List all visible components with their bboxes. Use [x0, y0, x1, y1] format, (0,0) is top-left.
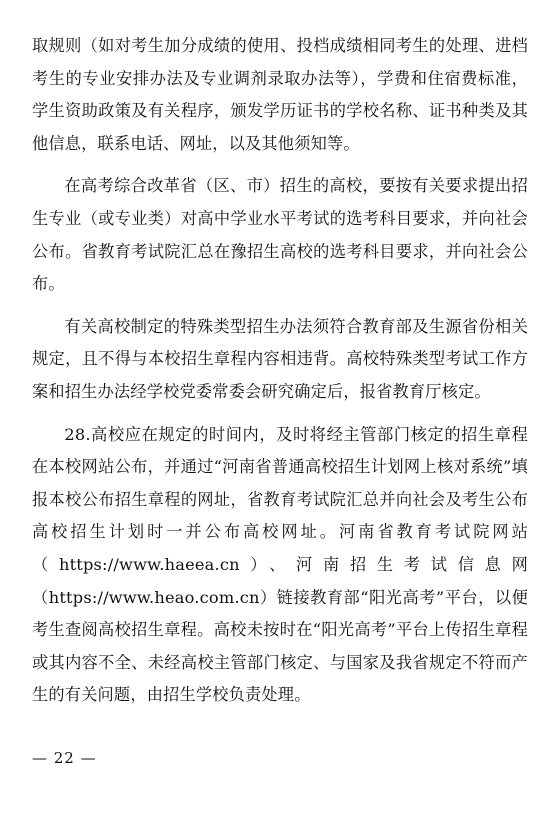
document-page: [32, 30, 528, 712]
paragraph-enrollment-rules-continuation: 取规则（如对考生加分成绩的使用、投档成绩相同考生的处理、进档考生的专业安排办法及专业调剂录取办法等），学费和住宿费标准，学生资助政策及有关程序，颁发学历证书的学校名称、证书种类及其他信息，联系电话、网址，以及其他须知等。: [32, 36, 528, 153]
paragraph-elective-subject-requirements: 在高考综合改革省（区、市）招生的高校，要按有关要求提出招生专业（或专业类）对高中学业水平考试的选考科目要求，并向社会公布。省教育考试院汇总在豫招生高校的选考科目要求，并向社会公布。: [32, 176, 528, 294]
paragraph-special-admission-rules: 有关高校制定的特殊类型招生办法须符合教育部及生源省份相关规定，且不得与本校招生章程内容相违背。高校特殊类型考试工作方案和招生办法经学校党委常委会研究确定后，报省教育厅核定。: [32, 316, 528, 401]
page-number: — 22 —: [32, 749, 97, 767]
paragraph-article-28: 28.高校应在规定的时间内，及时将经主管部门核定的招生章程在本校网站公布，并通过“河南省普通高校招生计划网上核对系统”填报本校公布招生章程的网址，省教育考试院汇总并向社会及考生公布高校招生计划时一并公布高校网址。河南省教育考试院网站（https://www.haeea.cn）、河南招生考试信息网（https://www.heao.com.cn）链接教育部“阳光高考”平台，以便考生查阅高校招生章程。高校未按时在“阳光高考”平台上传招生章程或其内容不全、未经高校主管部门核定、与国家及我省规定不符而产生的有关问题，由招生学校负责处理。: [32, 424, 528, 705]
